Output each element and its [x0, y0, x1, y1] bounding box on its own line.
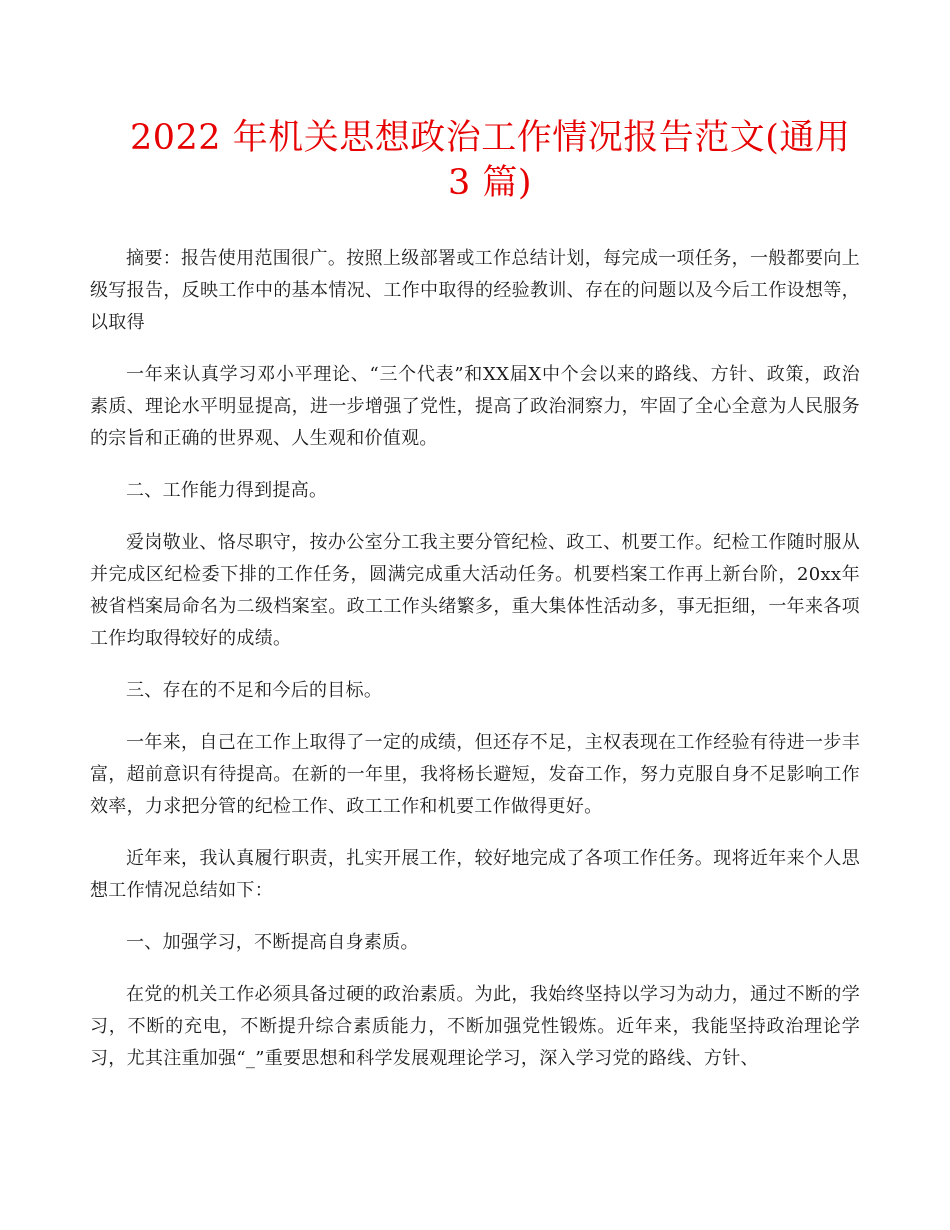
title-line-1: 2022 年机关思想政治工作情况报告范文(通用	[130, 118, 851, 158]
section-heading: 一、加强学习，不断提高自身素质。	[126, 932, 419, 953]
section-heading: 二、工作能力得到提高。	[126, 480, 328, 501]
document-title	[130, 116, 850, 206]
section-heading: 三、存在的不足和今后的目标。	[126, 680, 383, 701]
title-line-2: 3 篇)	[447, 163, 533, 203]
paragraph: 爱岗敬业、恪尽职守，按办公室分工我主要分管纪检、政工、机要工作。纪检工作随时服从并完成区纪检委下排的工作任务，圆满完成重大活动任务。机要档案工作再上新台阶，20xx年被省档案局命名为二级档案室。政工工作头绪繁多，重大集体性活动多，事无拒细，一年来各项工作均取得较好的成绩。	[90, 532, 860, 649]
document-body	[90, 243, 860, 1095]
paragraph: 近年来，我认真履行职责，扎实开展工作，较好地完成了各项工作任务。现将近年来个人思想工作情况总结如下：	[90, 848, 860, 901]
paragraph-abstract: 摘要：报告使用范围很广。按照上级部署或工作总结计划，每完成一项任务，一般都要向上级写报告，反映工作中的基本情况、工作中取得的经验教训、存在的问题以及今后工作设想等，以取得	[90, 248, 860, 333]
paragraph: 在党的机关工作必须具备过硬的政治素质。为此，我始终坚持以学习为动力，通过不断的学习，不断的充电，不断提升综合素质能力，不断加强党性锻炼。近年来，我能坚持政治理论学习，尤其注重加强“_”重要思想和科学发展观理论学习，深入学习党的路线、方针、	[90, 984, 860, 1069]
paragraph: 一年来认真学习邓小平理论、“三个代表”和XX届X中个会以来的路线、方针、政策，政治素质、理论水平明显提高，进一步增强了党性，提高了政治洞察力，牢固了全心全意为人民服务的宗旨和正确的世界观、人生观和价值观。	[90, 364, 860, 449]
paragraph: 一年来，自己在工作上取得了一定的成绩，但还存不足，主权表现在工作经验有待进一步丰富，超前意识有待提高。在新的一年里，我将杨长避短，发奋工作，努力克服自身不足影响工作效率，力求把分管的纪检工作、政工工作和机要工作做得更好。	[90, 732, 860, 817]
